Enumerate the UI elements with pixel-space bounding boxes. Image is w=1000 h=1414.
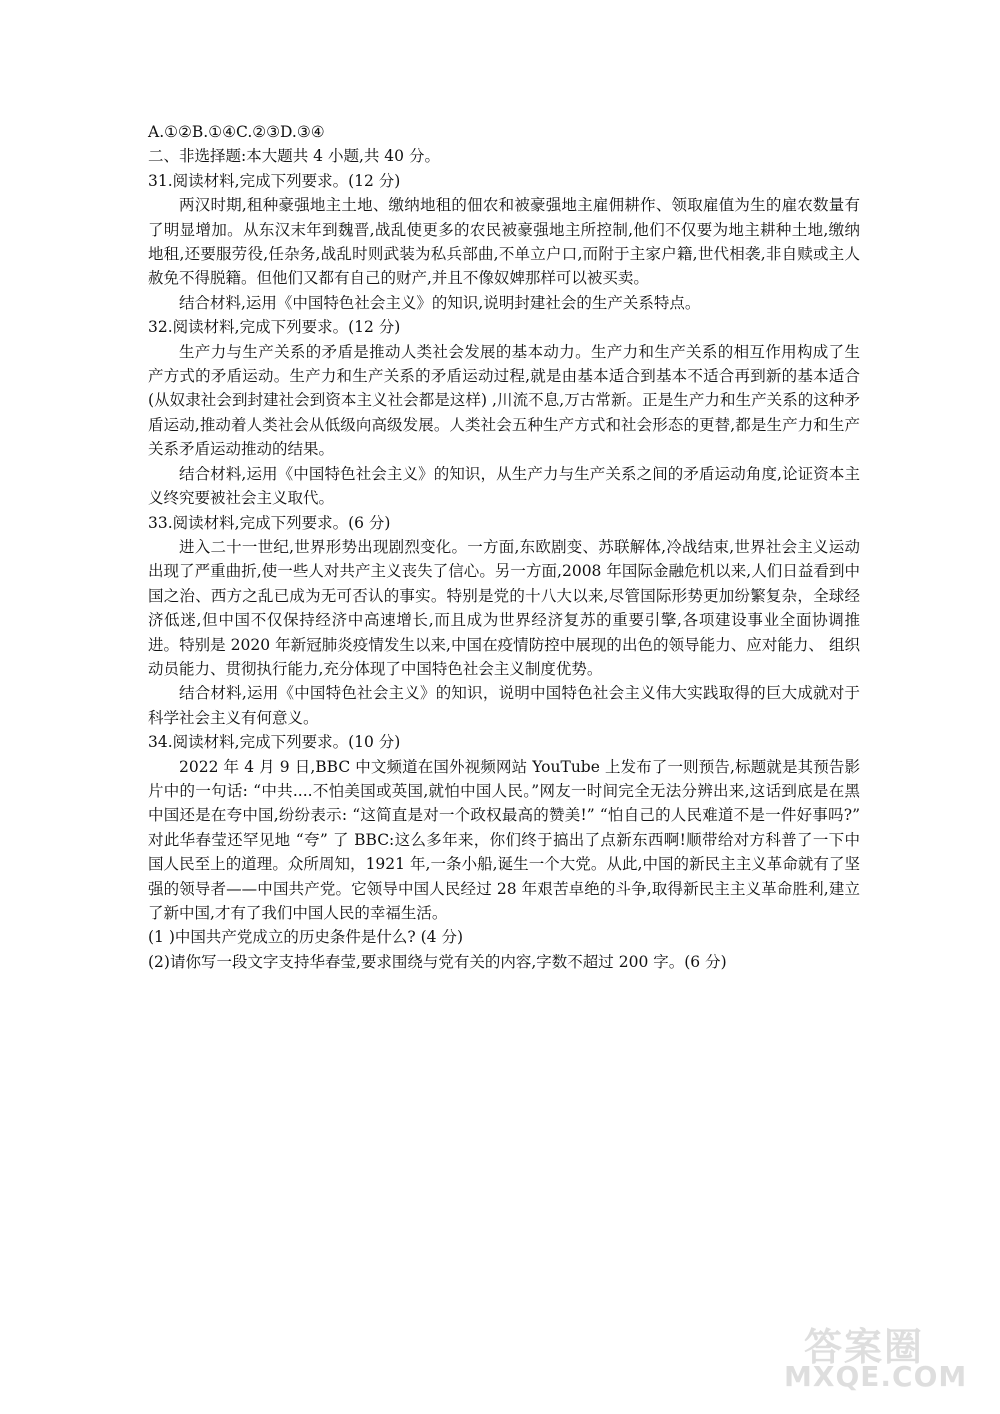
question-34-subquestion-2: (2)请你写一段文字支持华春莹,要求围绕与党有关的内容,字数不超过 200 字。(6 分) (148, 952, 727, 971)
question-33-heading: 33.阅读材料,完成下列要求。(6 分) (148, 513, 391, 532)
question-31-material: 两汉时期,租种豪强地主土地、缴纳地租的佃农和被豪强地主雇佣耕作、领取雇值为生的雇农数量有了明显增加。从东汉末年到魏晋,战乱使更多的农民被豪强地主所控制,他们不仅要为地主耕种土地,缴纳地租,还要服劳役,任杂务,战乱时则武装为私兵部曲,不单立户口,而附于主家户籍,世代相袭,非自赎或主人赦免不得脱籍。但他们又都有自己的财产,并且不像奴婢那样可以被买卖。 (148, 196, 860, 288)
watermark-chinese-text: 答案圈 (804, 1325, 925, 1369)
section-title: 二、非选择题:本大题共 4 小题,共 40 分。 (148, 147, 440, 166)
question-34-subquestion-1: (1 )中国共产党成立的历史条件是什么? (4 分) (148, 928, 464, 947)
question-31-heading: 31.阅读材料,完成下列要求。(12 分) (148, 171, 401, 190)
question-32-material: 生产力与生产关系的矛盾是推动人类社会发展的基本动力。生产力和生产关系的相互作用构成了生产方式的矛盾运动。生产力和生产关系的矛盾运动过程,就是由基本适合到基本不适合再到新的基本适合(从奴隶社会到封建社会到资本主义社会都是这样) ,川流不息,万古常新。正是生产力和生产关系的这种矛盾运动,推动着人类社会从低级向高级发展。人类社会五种生产方式和社会形态的更替,都是生产力和生产关系矛盾运动推动的结果。 (148, 342, 860, 459)
question-33-task: 结合材料,运用《中国特色社会主义》的知识，说明中国特色社会主义伟大实践取得的巨大成就对于科学社会主义有何意义。 (148, 684, 860, 727)
answer-options-line: A.①②B.①④C.②③D.③④ (148, 123, 325, 141)
question-33-material: 进入二十一世纪,世界形势出现剧烈变化。一方面,东欧剧变、苏联解体,冷战结束,世界社会主义运动出现了严重曲折,使一些人对共产主义丧失了信心。另一方面,2008 年国际金融危机以来,人们日益看到中国之治、西方之乱已成为无可否认的事实。特别是党的十八大以来,尽管国际形势更加纷繁复杂，全球经济低迷,但中国不仅保持经济中高速增长,而且成为世界经济复苏的重要引擎,各项建设事业全面协调推进。特别是 2020 年新冠肺炎疫情发生以来,中国在疫情防控中展现的出色的领导能力、应对能力、 组织动员能力、贯彻执行能力,充分体现了中国特色社会主义制度优势。 (148, 537, 860, 678)
question-31-task: 结合材料,运用《中国特色社会主义》的知识,说明封建社会的生产关系特点。 (179, 293, 701, 312)
watermark-domain-text: MXQE.COM (784, 1360, 968, 1393)
question-34-heading: 34.阅读材料,完成下列要求。(10 分) (148, 733, 401, 752)
question-32-heading: 32.阅读材料,完成下列要求。(12 分) (148, 318, 401, 337)
question-32-task: 结合材料,运用《中国特色社会主义》的知识，从生产力与生产关系之间的矛盾运动角度,论证资本主义终究要被社会主义取代。 (148, 464, 860, 508)
question-34-material: 2022 年 4 月 9 日,BBC 中文频道在国外视频网站 YouTube 上发布了一则预告,标题就是其预告影片中的一句话: “中共....不怕美国或英国,就怕中国人民。”网友一时间完全无法分辨出来,这话到底是在黑中国还是在夸中国,纷纷表示: “这简直是对一个政权最高的赞美!” “怕自己的人民难道不是一件好事吗?” 对此华春莹还罕见地 “夸” 了 BBC:这么多年来，你们终于搞出了点新东西啊!顺带给对方科普了一下中国人民至上的道理。众所周知，1921 年,一条小船,诞生一个大党。从此,中国的新民主主义革命就有了坚强的领导者——中国共产党。它领导中国人民经过 28 年艰苦卓绝的斗争,取得新民主主义革命胜利,建立了新中国,才有了我们中国人民的幸福生活。 (148, 757, 860, 922)
exam-page (148, 120, 860, 974)
site-watermark-logo (784, 1316, 974, 1396)
